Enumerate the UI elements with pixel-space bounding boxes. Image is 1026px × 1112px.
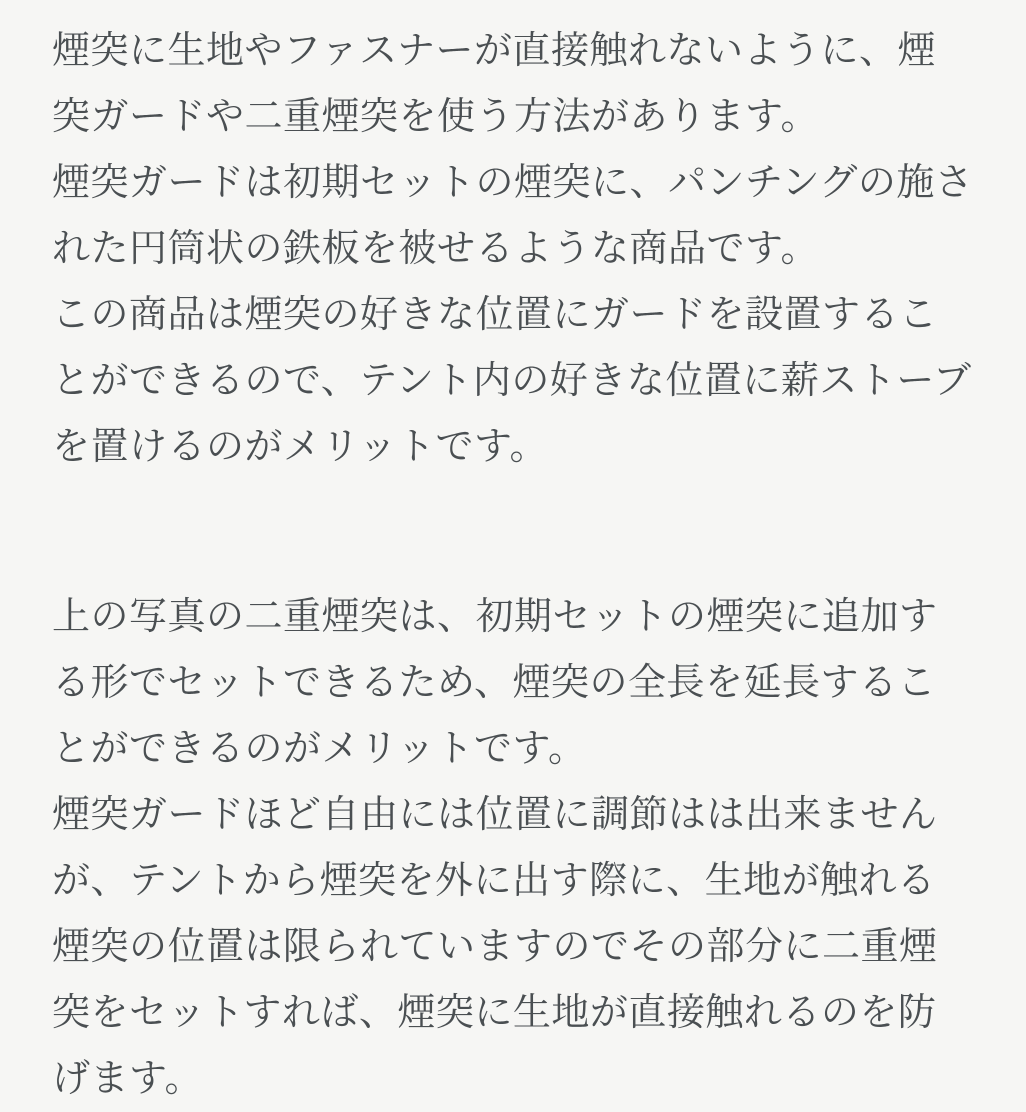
paragraph: 上の写真の二重煙突は、初期セットの煙突に追加する形でセットできるため、煙突の全長を延長することができるのがメリットです。 [52, 596, 938, 770]
text-block-2 [52, 584, 974, 1112]
paragraph-spacer [52, 480, 974, 584]
paragraph: 煙突に生地やファスナーが直接触れないように、煙突ガードや二重煙突を使う方法があります。 [52, 30, 936, 138]
article-body [52, 18, 974, 1112]
paragraph: 煙突ガードは初期セットの煙突に、パンチングの施された円筒状の鉄板を被せるような商品です。 [52, 162, 974, 270]
paragraph: この商品は煙突の好きな位置にガードを設置することができるので、テント内の好きな位置に薪ストーブを置けるのがメリットです。 [52, 294, 972, 468]
paragraph: 煙突ガードほど自由には位置に調節はは出来ませんが、テントから煙突を外に出す際に、生地が触れる煙突の位置は限られていますのでその部分に二重煙突をセットすれば、煙突に生地が直接触れるのを防げます。 [52, 794, 938, 1100]
text-block-1 [52, 18, 974, 480]
